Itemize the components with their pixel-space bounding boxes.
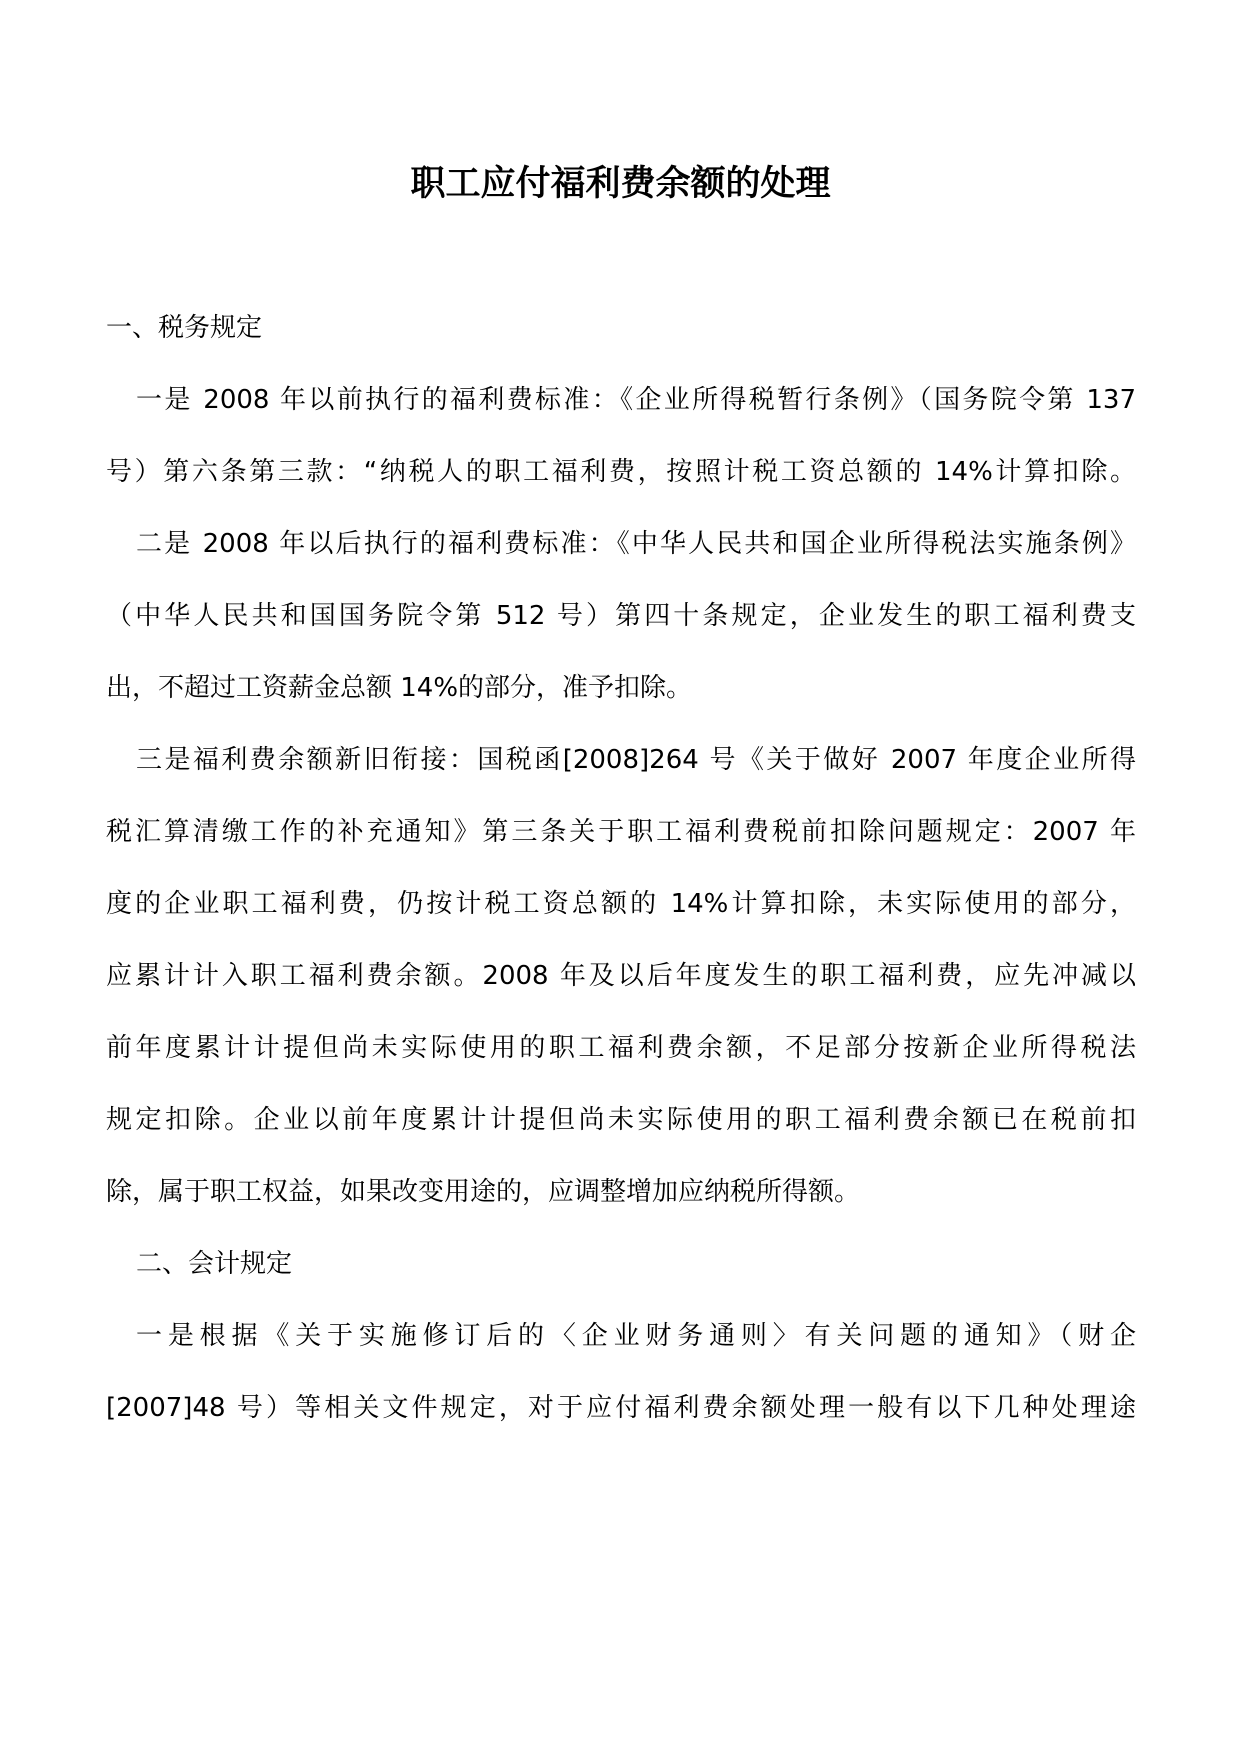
paragraph-line: 除，属于职工权益，如果改变用途的，应调整增加应纳税所得额。 <box>106 1177 861 1207</box>
paragraph-line: 规定扣除。企业以前年度累计计提但尚未实际使用的职工福利费余额已在税前扣 <box>106 1105 1136 1135</box>
paragraph-line: （中华人民共和国国务院令第 512 号）第四十条规定，企业发生的职工福利费支 <box>106 601 1136 631</box>
paragraph-line: 前年度累计计提但尚未实际使用的职工福利费余额，不足部分按新企业所得税法 <box>106 1033 1136 1063</box>
paragraph-line: 应累计计入职工福利费余额。2008 年及以后年度发生的职工福利费，应先冲减以 <box>106 961 1136 991</box>
paragraph-line: 号）第六条第三款：“纳税人的职工福利费，按照计税工资总额的 14%计算扣除。 <box>106 457 1136 487</box>
paragraph-line: 三是福利费余额新旧衔接：国税函[2008]264 号《关于做好 2007 年度企业所得 <box>136 745 1136 775</box>
paragraph-line: 度的企业职工福利费，仍按计税工资总额的 14%计算扣除，未实际使用的部分， <box>106 889 1136 919</box>
section-heading-accounting-rules: 二、会计规定 <box>136 1249 293 1279</box>
paragraph-line: [2007]48 号）等相关文件规定，对于应付福利费余额处理一般有以下几种处理途 <box>106 1393 1136 1423</box>
paragraph-line: 一是根据《关于实施修订后的〈企业财务通则〉有关问题的通知》（财企 <box>136 1321 1136 1351</box>
section-heading-tax-rules: 一、税务规定 <box>106 313 263 343</box>
paragraph-line: 税汇算清缴工作的补充通知》第三条关于职工福利费税前扣除问题规定：2007 年 <box>106 817 1136 847</box>
paragraph-line: 出，不超过工资薪金总额 14%的部分，准予扣除。 <box>106 673 693 703</box>
paragraph-line: 一是 2008 年以前执行的福利费标准：《企业所得税暂行条例》（国务院令第 137 <box>136 385 1136 415</box>
paragraph-line: 二是 2008 年以后执行的福利费标准：《中华人民共和国企业所得税法实施条例》 <box>136 529 1136 559</box>
page-title: 职工应付福利费余额的处理 <box>410 163 831 204</box>
